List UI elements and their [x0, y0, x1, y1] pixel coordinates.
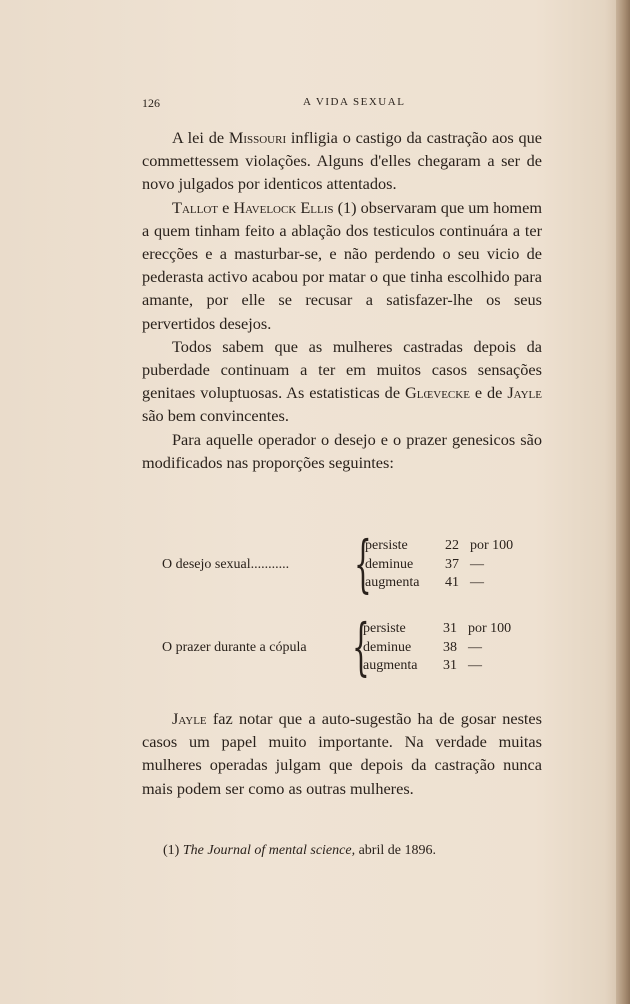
author-name: Jayle: [507, 383, 542, 403]
footnote: [163, 843, 563, 859]
table-rows: [363, 620, 533, 676]
author-name: Missouri: [228, 128, 287, 147]
table-row: persiste 22 por 100: [365, 538, 514, 553]
footnote-marker: (1): [163, 843, 180, 858]
paragraph: Todos sabem que as mulheres castradas depois da puberdade continuam a ter em muitos casos sensações genitaes voluptuosas. As estatisticas de Glœvecke e de Jayle são bem convincentes.: [142, 336, 542, 426]
footnote-text: abril de 1896.: [355, 843, 436, 858]
author-name: Havelock Ellis: [233, 197, 334, 217]
table-row: deminue 37 —: [365, 556, 484, 572]
body-text: [142, 126, 542, 474]
table-row: augmenta 31 —: [363, 658, 482, 673]
paragraph: Jayle faz notar que a auto-sugestão ha de gosar nestes casos um papel muito importante. Na verdade muitas mulheres operadas julgam que depois da castração nunca mais podem ser como as outras mulheres.: [142, 709, 542, 798]
table-rows: [365, 537, 535, 593]
body-text-continued: [142, 707, 542, 800]
table-row: deminue 38 —: [363, 639, 482, 655]
author-name: Glœvecke: [405, 383, 470, 403]
brace-icon: {: [352, 610, 370, 683]
paragraph: Para aquelle operador o desejo e o prazer genesicos são modificados nas proporções seguintes:: [142, 429, 542, 472]
page-edge: [616, 0, 630, 1004]
author-name: Jayle: [172, 709, 207, 728]
running-head: A VIDA SEXUAL: [303, 96, 406, 108]
table-label: O prazer durante a cópula: [162, 639, 307, 655]
paragraph: Tallot e Havelock Ellis (1) observaram que um homem a quem tinham feito a ablação dos testiculos continuára a ter erecções e a masturbar-se, e não perdendo o seu vicio de pederasta activo acabou por matar o que tinha escolhido para amante, por elle se recusar a satisfazer-lhe os seus pervertidos desejos.: [142, 197, 542, 333]
table-label: O desejo sexual...........: [162, 556, 290, 572]
brace-icon: {: [354, 527, 372, 600]
table-row: augmenta 41 —: [365, 575, 484, 590]
table-row: persiste 31 por 100: [363, 621, 512, 636]
page-header: [0, 96, 630, 116]
page-number: 126: [142, 96, 160, 110]
author-name: Tallot: [172, 197, 218, 217]
footnote-title: The Journal of mental science,: [182, 843, 356, 858]
paragraph: A lei de Missouri infligia o castigo da castração aos que commettessem violações. Alguns d'elles chegaram a ser de novo julgados por identicos attentados.: [142, 128, 542, 194]
